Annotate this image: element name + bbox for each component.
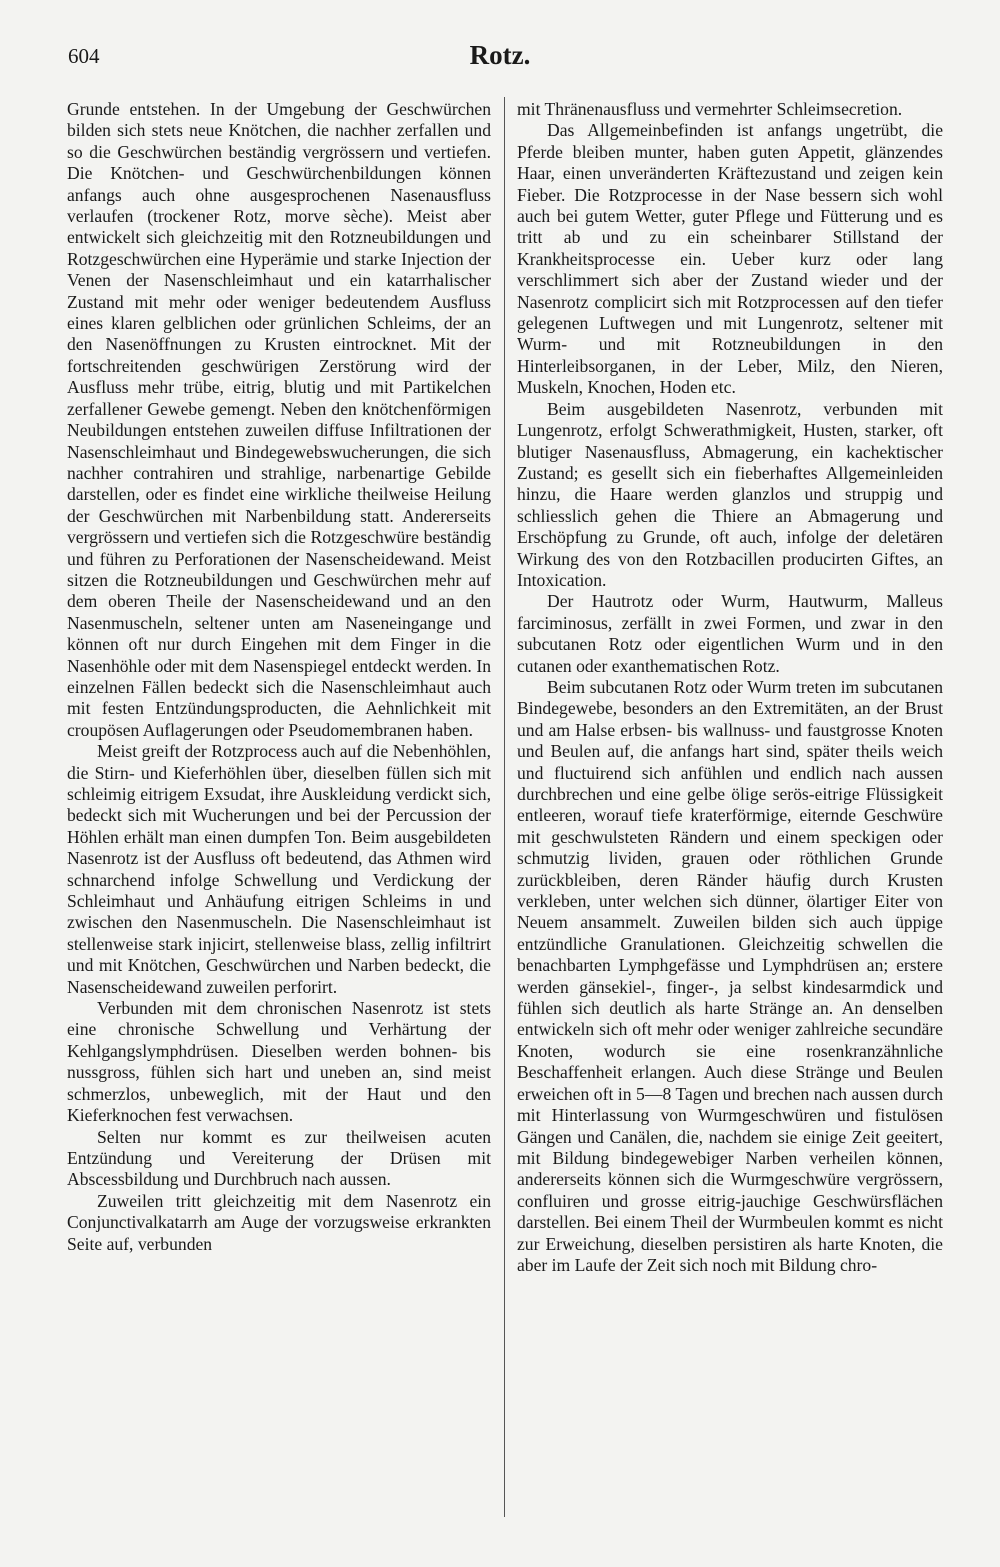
left-column: [67, 99, 491, 1255]
paragraph: Selten nur kommt es zur theilweisen acuten Entzündung und Vereiterung der Drüsen mit Abscessbildung und Durchbruch nach aussen.: [67, 1126, 491, 1190]
paragraph: mit Thränenausfluss und vermehrter Schleimsecretion.: [517, 99, 903, 119]
page-number: 604: [68, 44, 100, 68]
paragraph: Das Allgemeinbefinden ist anfangs ungetrübt, die Pferde bleiben munter, haben guten Appetit, glänzendes Haar, einen unveränderten Kräftezustand und zeigen kein Fieber. Die Rotzprocesse in der Nase bessern sich wohl auch bei gutem Wetter, guter Pflege und Fütterung und es tritt ab und zu ein scheinbarer Stillstand der Krankheitsprocesse ein. Ueber kurz oder lang verschlimmert sich aber der Zustand wieder und der Nasenrotz complicirt sich mit Rotzprocessen auf den tiefer gelegenen Luftwegen und mit Lungenrotz, seltener mit Wurm- und mit Rotzneubildungen in den Hinterleibsorganen, in der Leber, Milz, den Nieren, Muskeln, Knochen, Hoden etc.: [517, 120, 943, 398]
paragraph: Beim subcutanen Rotz oder Wurm treten im subcutanen Bindegewebe, besonders an den Extremitäten, an der Brust und am Halse erbsen- bis wallnuss- und faustgrosse Knoten und Beulen auf, die anfangs hart sind, später theils weich und fluctuirend sich anfühlen und endlich nach aussen durchbrechen und eine gelbe ölige serös-eitrige Flüssigkeit entleeren, worauf tiefe kraterförmige, eiternde Geschwüre mit geschwulsteten Rändern und einem speckigen oder schmutzig lividen, grauen oder röthlichen Grunde zurückbleiben, deren Ränder häufig durch Krusten verkleben, unter welchen sich dünner, ölartiger Eiter von Neuem ansammelt. Zuweilen bilden sich auch üppige entzündliche Granulationen. Gleichzeitig schwellen die benachbarten Lymphgefässe und Lymphdrüsen an; erstere werden gänsekiel-, finger-, ja selbst kindesarmdick und fühlen sich deutlich als harte Stränge an. An denselben entwickeln sich oft mehr oder weniger zahlreiche secundäre Knoten, wodurch sie eine rosenkranzähnliche Beschaffenheit erlangen. Auch diese Stränge und Beulen erweichen oft in 5—8 Tagen und brechen nach aussen durch mit Hinterlassung von Wurmgeschwüren und fistulösen Gängen und Canälen, die, nachdem sie einige Zeit geeitert, mit Bildung bindegewebiger Narben verheilen können, andererseits können sich die Wurmgeschwüre vergrössern, confluiren und grosse eitrig-jauchige Geschwürsflächen darstellen. Bei einem Theil der Wurmbeulen kommt es nicht zur Erweichung, dieselben persistiren als harte Knoten, die aber im Laufe der Zeit sich noch mit Bildung chro-: [517, 676, 943, 1275]
right-column: [517, 99, 943, 1276]
paragraph: Beim ausgebildeten Nasenrotz, verbunden mit Lungenrotz, erfolgt Schwerathmigkeit, Husten, starker, oft blutiger Nasenausfluss, Abmagerung, ein kachektischer Zustand; es gesellt sich ein fieberhaftes Allgemeinleiden hinzu, die Haare werden glanzlos und struppig und schliesslich gehen die Thiere an Abmagerung und Erschöpfung zu Grunde, oft auch, infolge der deletären Wirkung des von den Rotzbacillen producirten Giftes, an Intoxication.: [517, 398, 943, 590]
column-divider: [504, 97, 505, 1517]
paragraph: Meist greift der Rotzprocess auch auf die Nebenhöhlen, die Stirn- und Kieferhöhlen über, dieselben füllen sich mit schleimig eitrigem Exsudat, ihre Auskleidung verdickt sich, bedeckt sich mit Wucherungen und bei der Percussion der Höhlen erhält man einen dumpfen Ton. Beim ausgebildeten Nasenrotz ist der Ausfluss oft bedeutend, das Athmen wird schnarchend infolge Schwellung und Verdickung der Schleimhaut und Anhäufung eitrigen Schleims in und zwischen den Nasenmuscheln. Die Nasenschleimhaut ist stellenweise stark injicirt, stellenweise blass, zellig infiltrirt und mit Knötchen, Geschwürchen und Narben bedeckt, die Nasenscheidewand zuweilen perforirt.: [67, 741, 491, 997]
paragraph: Grunde entstehen. In der Umgebung der Geschwürchen bilden sich stets neue Knötchen, die nachher zerfallen und so die Geschwürchen beständig vergrössern und vertiefen. Die Knötchen- und Geschwürchenbildungen können anfangs auch ohne ausgesprochenen Nasenausfluss verlaufen (trockener Rotz, morve sèche). Meist aber entwickelt sich gleichzeitig mit den Rotzneubildungen und Rotzgeschwürchen eine Hyperämie und starke Injection der Venen der Nasenschleimhaut und ein katarrhalischer Zustand mit mehr oder weniger bedeutendem Ausfluss eines klaren gelblichen oder grünlichen Schleims, der an den Nasenöffnungen zu Krusten eintrocknet. Mit der fortschreitenden geschwürigen Zerstörung wird der Ausfluss mehr trübe, eitrig, blutig und mit Partikelchen zerfallener Gewebe gemengt. Neben den knötchenförmigen Neubildungen entstehen zuweilen diffuse Infiltrationen der Nasenschleimhaut und Bindegewebswucherungen, die sich nachher contrahiren und strahlige, narbenartige Gebilde darstellen, oder es findet eine wirkliche theilweise Heilung der Geschwürchen mit Narbenbildung statt. Andererseits vergrössern und vertiefen sich die Rotzgeschwüre beständig und führen zu Perforationen der Nasenscheidewand. Meist sitzen die Rotzneubildungen und Geschwürchen mehr auf dem oberen Theile der Nasenscheidewand und an den Nasenmuscheln, seltener unten am Naseneingange und können oft nur durch Eingehen mit dem Finger in die Nasenhöhle oder mit dem Nasenspiegel entdeckt werden. In einzelnen Fällen bedeckt sich die Nasenschleimhaut auch mit festen Entzündungsproducten, die Aehnlichkeit mit croupösen Auflagerungen oder Pseudomembranen haben.: [67, 99, 491, 740]
paragraph: Zuweilen tritt gleichzeitig mit dem Nasenrotz ein Conjunctivalkatarrh am Auge der vorzugsweise erkrankten Seite auf, verbunden: [67, 1190, 491, 1254]
paragraph: Der Hautrotz oder Wurm, Hautwurm, Malleus farciminosus, zerfällt in zwei Formen, und zwar in den subcutanen Rotz oder eigentlichen Wurm und in den cutanen oder exanthematischen Rotz.: [517, 591, 943, 676]
running-title: Rotz.: [469, 40, 531, 70]
paragraph: Verbunden mit dem chronischen Nasenrotz ist stets eine chronische Schwellung und Verhärtung der Kehlgangslymphdrüsen. Dieselben werden bohnen- bis nussgross, fühlen sich hart und uneben an, sind meist schmerzlos, unbeweglich, mit der Haut und den Kieferknochen fest verwachsen.: [67, 998, 491, 1126]
